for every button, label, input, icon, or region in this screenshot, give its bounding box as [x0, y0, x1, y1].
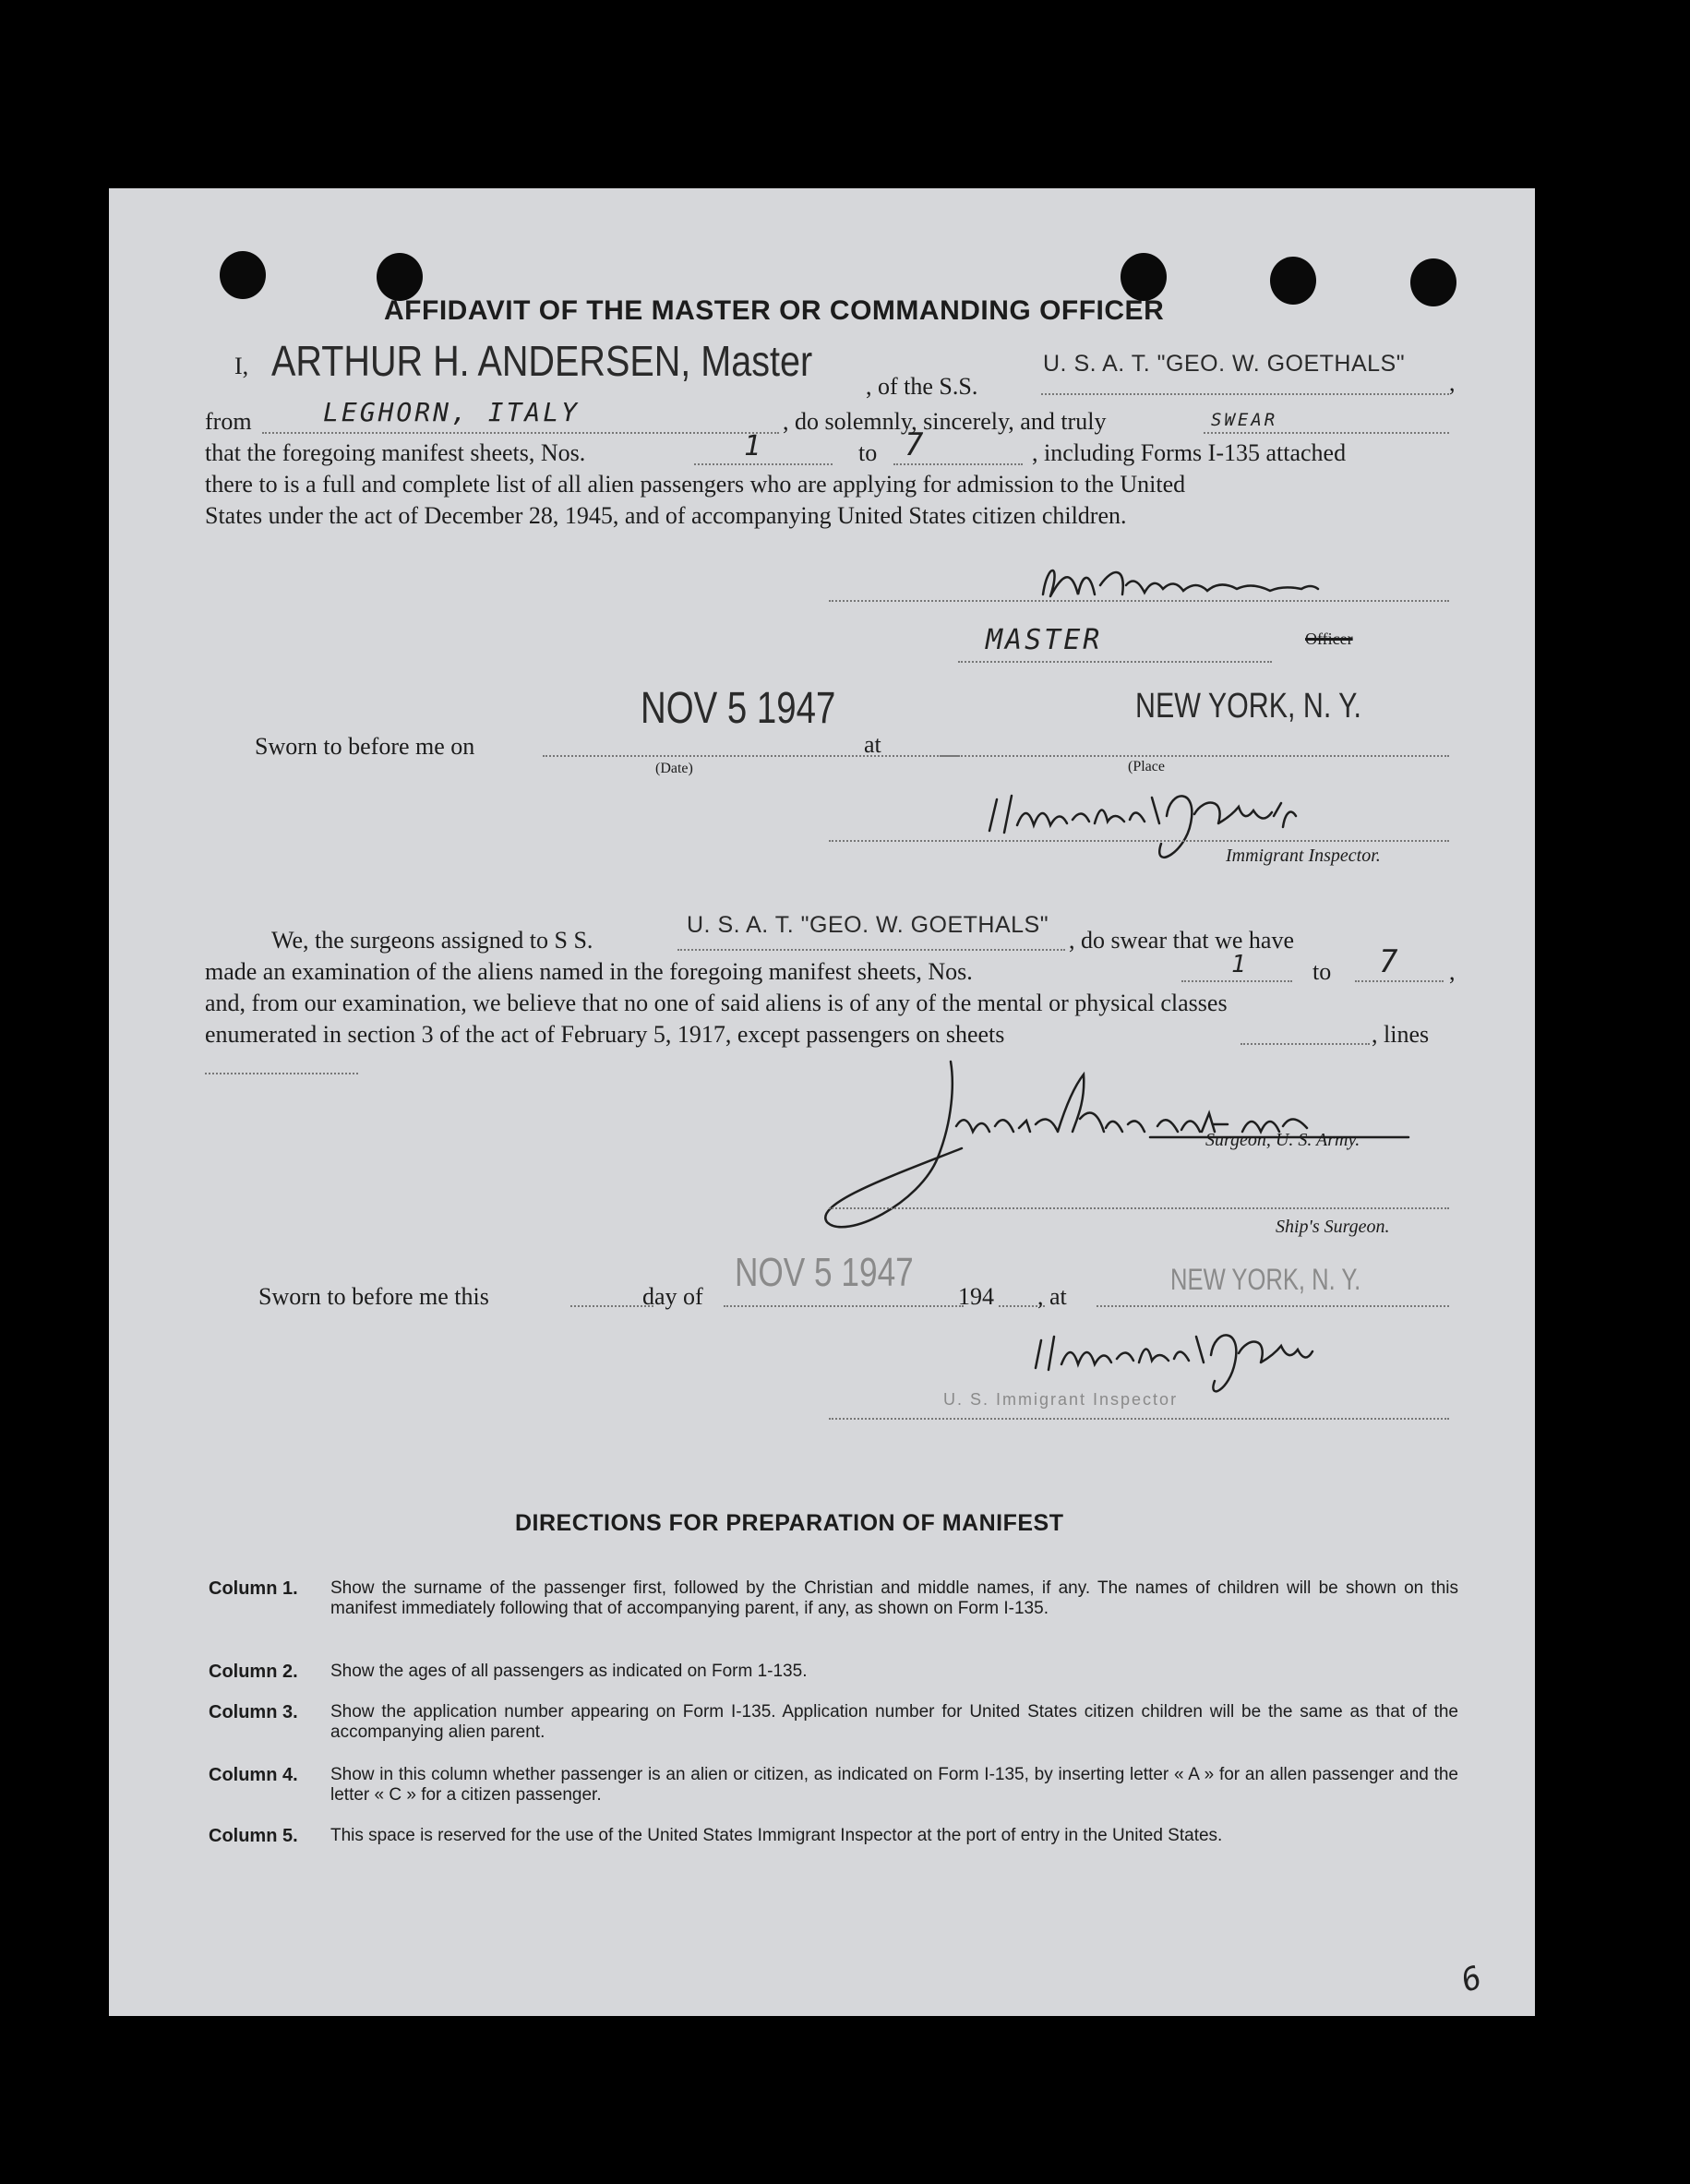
surgeons-line-2: made an examination of the aliens named in the foregoing manifest sheets, Nos. [205, 958, 973, 985]
role-line [958, 661, 1272, 663]
surgeons-sheet-to: 7 [1379, 943, 1401, 980]
from-place-handwritten: LEGHORN, ITALY [323, 397, 581, 427]
sheet-to-line [893, 463, 1023, 465]
sheet-from-line [694, 463, 833, 465]
surgeon-army-caption: Surgeon, U. S. Army. [1205, 1130, 1360, 1150]
surgeons-line-1-end: , do swear that we have [1069, 927, 1295, 954]
officer-struck-text: Officer [1305, 630, 1353, 648]
surgeons-sheet-to-line [1355, 980, 1444, 982]
punch-hole [1410, 258, 1456, 306]
punch-hole [1270, 257, 1316, 305]
date-caption: (Date) [655, 761, 693, 776]
sworn-this-label: Sworn to before me this [258, 1283, 489, 1310]
column-2-text: Show the ages of all passengers as indicated on Form 1-135. [330, 1662, 808, 1681]
ship-name-line [1041, 393, 1449, 395]
affidavit-line-5: States under the act of December 28, 1945, and of accompanying United States citizen children. [205, 502, 1127, 529]
immigrant-inspector-caption: Immigrant Inspector. [1226, 846, 1381, 866]
manifest-sheets-text: that the foregoing manifest sheets, Nos. [205, 439, 586, 466]
sworn-on-label: Sworn to before me on [255, 733, 475, 760]
master-signature-line [829, 600, 1449, 602]
sworn-date-stamp-2: NOV 5 1947 [735, 1250, 914, 1295]
directions-title: DIRECTIONS FOR PREPARATION OF MANIFEST [515, 1510, 1064, 1536]
column-1-label: Column 1. [209, 1578, 298, 1599]
at-label-2: , at [1037, 1283, 1067, 1310]
affidavit-title: AFFIDAVIT OF THE MASTER OR COMMANDING OFFICER [384, 295, 1165, 326]
to-label: to [858, 439, 878, 466]
sheets-except-line [1241, 1043, 1370, 1045]
from-line [262, 432, 779, 434]
day-of-label: day of [642, 1283, 703, 1310]
at-label: at [864, 731, 881, 758]
surgeons-ship-line [677, 949, 1065, 951]
surgeons-ship-typed: U. S. A. T. "GEO. W. GOETHALS" [687, 912, 1049, 938]
year-printed: 194 [958, 1283, 994, 1310]
swear-handwritten: SWEAR [1211, 410, 1278, 430]
column-4-text: Show in this column whether passenger is an alien or citizen, as indicated on Form I-135, by inserting letter « A » for an allen passenger and the letter « C » for a citizen passenger. [330, 1765, 1458, 1805]
date-line-2 [724, 1305, 964, 1307]
sworn-place-stamp-2: NEW YORK, N. Y. [1170, 1263, 1361, 1296]
swear-line [1204, 432, 1449, 434]
column-3-text: Show the application number appearing on Form I-135. Application number for United States citizen children will be the same as that of the accompanying alien parent. [330, 1702, 1458, 1742]
page-number-mark: 6 [1456, 1958, 1490, 2000]
column-3-label: Column 3. [209, 1702, 298, 1722]
place-line-2 [1097, 1305, 1449, 1307]
from-label: from [205, 408, 252, 435]
master-name-stamp: ARTHUR H. ANDERSEN, Master [271, 337, 813, 385]
punch-hole [377, 253, 423, 301]
place-caption: (Place [1128, 759, 1165, 774]
master-signature [932, 558, 1449, 613]
ship-name-typed: U. S. A. T. "GEO. W. GOETHALS" [1043, 351, 1406, 377]
surgeons-line-4: enumerated in section 3 of the act of February 5, 1917, except passengers on sheets [205, 1021, 1005, 1048]
i-label: I, [234, 353, 249, 379]
lines-label: , lines [1372, 1021, 1430, 1048]
punch-hole [1121, 253, 1167, 301]
surgeons-line-1: We, the surgeons assigned to S S. [271, 927, 593, 954]
sheet-from-handwritten: 1 [744, 430, 764, 462]
lines-value-line [205, 1073, 358, 1074]
column-5-label: Column 5. [209, 1826, 298, 1846]
ship-name-comma: , [1449, 369, 1456, 396]
surgeons-line-3: and, from our examination, we believe that no one of said aliens is of any of the mental or physical classes [205, 990, 1228, 1016]
surgeons-sheet-from: 1 [1231, 951, 1249, 978]
document-page [109, 188, 1535, 2016]
column-2-label: Column 2. [209, 1662, 298, 1682]
surgeons-line-2-end: , [1449, 958, 1456, 985]
including-forms-text: , including Forms I-135 attached [1032, 439, 1347, 466]
ships-surgeon-line [829, 1207, 1449, 1209]
inspector-line-2 [829, 1418, 1449, 1420]
sworn-date-line [543, 755, 960, 757]
of-the-ss-label: , of the S.S. [866, 373, 978, 400]
column-5-text: This space is reserved for the use of the United States Immigrant Inspector at the port of entry in the United States. [330, 1826, 1223, 1845]
punch-hole [220, 251, 266, 299]
column-1-text: Show the surname of the passenger first, followed by the Christian and middle names, if any. The names of children will be shown on this manifest immediately following that of accompanying parent, if any, as shown on Form I-135. [330, 1578, 1458, 1618]
role-handwritten: MASTER [986, 624, 1103, 656]
surgeons-sheet-from-line [1181, 980, 1292, 982]
sworn-place-line [940, 755, 1449, 757]
sworn-place-stamp: NEW YORK, N. Y. [1135, 687, 1361, 726]
day-line [570, 1305, 653, 1307]
sheet-to-handwritten: 7 [905, 426, 927, 463]
column-4-label: Column 4. [209, 1765, 298, 1785]
do-solemnly-text: , do solemnly, sincerely, and truly [783, 408, 1107, 435]
us-inspector-caption: U. S. Immigrant Inspector [943, 1390, 1179, 1409]
ships-surgeon-caption: Ship's Surgeon. [1276, 1217, 1390, 1237]
affidavit-line-4: there to is a full and complete list of all alien passengers who are applying for admission to the United [205, 471, 1186, 498]
inspector-line-1 [829, 840, 1449, 842]
surgeons-to-label: to [1312, 958, 1332, 985]
sworn-date-stamp: NOV 5 1947 [641, 684, 836, 733]
